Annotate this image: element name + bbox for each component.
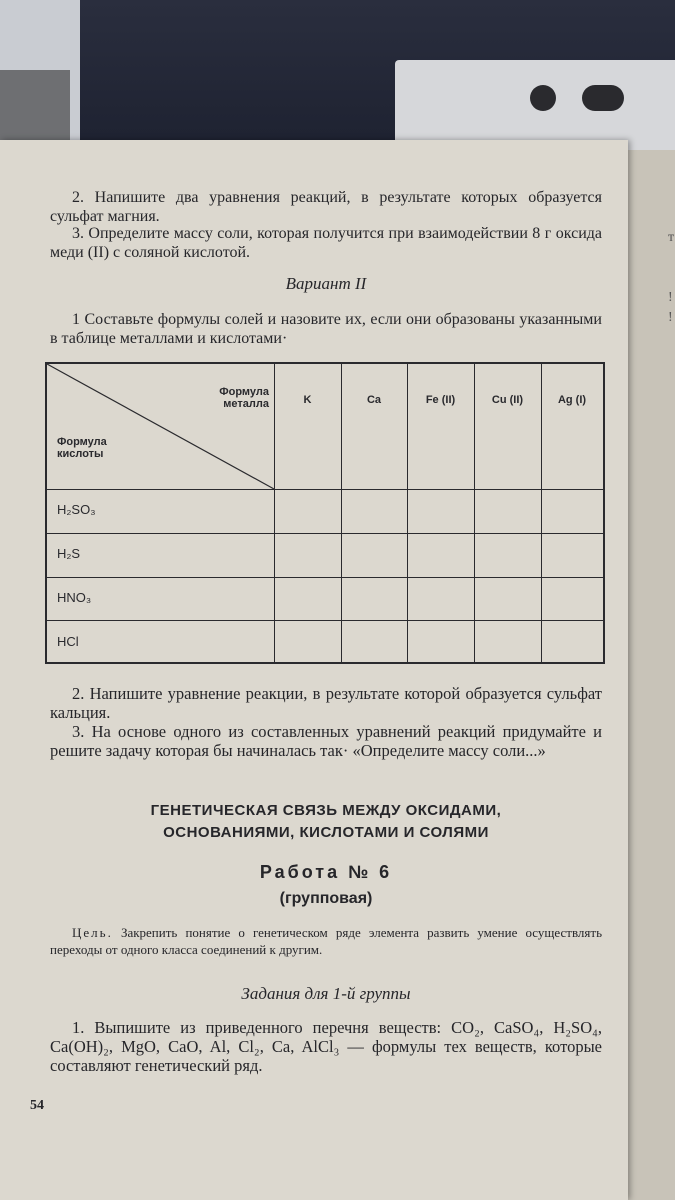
goal-label: Цель. [72,925,113,940]
acid-row-hno3: HNO₃ [57,590,92,605]
acid-row-h2so3: H₂SO₃ [57,502,96,517]
metal-header-ag: Ag (I) [557,394,587,406]
punch-hole [530,85,556,111]
paragraph-task-3: 3. Определите массу соли, которая получится при взаимодействии 8 г оксида меди (II) с соляной кислотой. [50,225,602,261]
header-metal: Формула металла [219,386,269,410]
page-number: 54 [30,1098,44,1113]
salts-table [45,362,605,664]
group-title: Задания для 1-й группы [241,984,411,1003]
variant-task-2: 2. Напишите уравнение реакции, в результате которой образуется сульфат кальция. [50,684,602,722]
section-title-line-1: ГЕНЕТИЧЕСКАЯ СВЯЗЬ МЕЖДУ ОКСИДАМИ, [150,802,502,819]
background-photo [0,70,70,150]
punch-hole [582,85,624,111]
table-diagonal [47,364,275,490]
section-title-line-2: ОСНОВАНИЯМИ, КИСЛОТАМИ И СОЛЯМИ [163,824,489,841]
metal-header-cu: Cu (II) [491,394,524,406]
goal-paragraph [50,924,602,958]
metal-header-k: K [303,394,312,406]
book-page [0,140,628,1200]
variant-task-3: 3. На основе одного из составленных уравнений реакций придумайте и решите задачу которая бы начиналась так· «Определите массу соли...» [50,722,602,760]
metal-header-fe: Fe (II) [425,394,456,406]
variant-task-1: 1 Составьте формулы солей и назовите их, если они образованы указанными в таблице металлами и кислотами· [50,311,602,347]
goal-text: Закрепить понятие о генетическом ряде элемента развить умение осуществлять переходы от одного класса соединений к другим. [50,925,602,957]
acid-row-hcl: HCl [57,634,79,649]
adjacent-page: т ! ! [620,150,675,1200]
acid-row-h2s: H₂S [57,546,81,561]
work-title: Работа № 6 [259,862,393,882]
group-task-1: 1. Выпишите из приведенного перечня веществ: CO₂, CaSO₄, H₂SO₄, Ca(OH)₂, MgO, CaO, Al, Cl₂, Ca, AlCl₃ — формулы тех веществ, которые составляют генетический ряд. [50,1018,602,1075]
header-acid: Формула кислоты [57,436,107,460]
variant-title: Вариант II [285,274,367,293]
paragraph-task-2: 2. Напишите два уравнения реакций, в результате которых образуется сульфат магния. [50,189,602,225]
metal-header-ca: Ca [366,394,382,406]
work-subtitle: (групповая) [279,890,373,907]
